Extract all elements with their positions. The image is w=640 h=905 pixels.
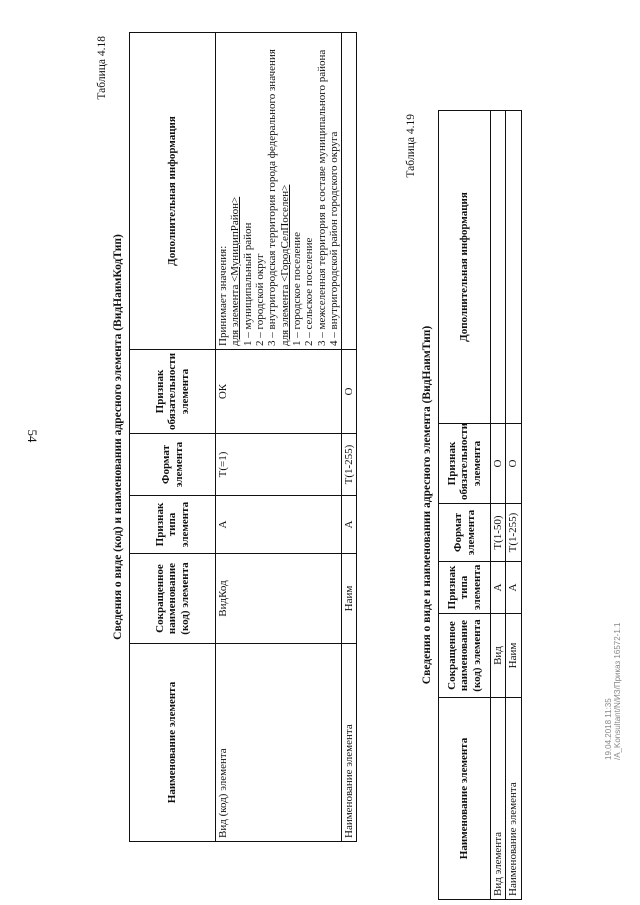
element-required-cell: О bbox=[491, 424, 506, 504]
element-format-cell: Т(1-255) bbox=[342, 434, 357, 496]
element-type-cell: А bbox=[216, 496, 342, 554]
element-code-cell: ВидКод bbox=[216, 554, 342, 644]
additional-info-cell bbox=[491, 111, 506, 424]
header-cell: Сокращенное наименование (код) элемента bbox=[439, 614, 491, 698]
info-group-heading: для элемента <МуниципРайон> bbox=[229, 196, 242, 346]
info-item: 3 – межселенная территория в составе муниципального района bbox=[315, 49, 328, 346]
element-required-cell: ОК bbox=[216, 350, 342, 434]
header-cell: Признак типа элемента bbox=[439, 562, 491, 614]
element-type-cell: А bbox=[506, 562, 521, 614]
info-item: 1 – муниципальный район bbox=[241, 222, 254, 346]
print-stamp bbox=[604, 623, 622, 760]
address-element-type-code-table bbox=[129, 32, 357, 842]
element-name-cell: Наименование элемента bbox=[342, 644, 357, 842]
element-name-cell: Вид (код) элемента bbox=[216, 644, 342, 842]
table-row bbox=[491, 111, 506, 900]
address-element-type-name-table bbox=[438, 110, 522, 900]
table-row bbox=[506, 111, 521, 900]
header-cell: Дополнительная информация bbox=[439, 111, 491, 424]
info-item: 1 – городское поселение bbox=[290, 231, 303, 346]
table-caption: Таблица 4.19 bbox=[405, 114, 417, 178]
page-number: 54 bbox=[25, 429, 40, 443]
info-intro: Принимает значения: bbox=[217, 245, 229, 346]
header-cell: Признак обязательности элемента bbox=[439, 424, 491, 504]
info-item: 4 – внутригородской район городского округа bbox=[327, 131, 340, 346]
element-required-cell: О bbox=[342, 350, 357, 434]
element-name-cell: Вид элемента bbox=[491, 698, 506, 900]
header-cell: Признак типа элемента bbox=[130, 496, 216, 554]
additional-info-cell bbox=[342, 33, 357, 350]
stamp-line: /A_Konsultant/N/ИЗ/Приказ 16572-1.1 bbox=[613, 622, 622, 760]
table-header-row bbox=[130, 33, 216, 842]
table-header-row bbox=[439, 111, 491, 900]
table-title: Сведения о виде и наименовании адресного элемента (ВидНаимТип) bbox=[421, 325, 433, 685]
info-group-heading: для элемента <ГородСелПоселен> bbox=[278, 184, 291, 346]
header-cell: Наименование элемента bbox=[439, 698, 491, 900]
additional-info-cell bbox=[506, 111, 521, 424]
table-row bbox=[216, 33, 342, 842]
header-cell: Признак обязательности элемента bbox=[130, 350, 216, 434]
info-item: 2 – городской округ bbox=[253, 253, 266, 346]
additional-info-cell bbox=[216, 33, 342, 350]
element-code-cell: Наим bbox=[506, 614, 521, 698]
table-row bbox=[342, 33, 357, 842]
element-format-cell: Т(1-50) bbox=[491, 504, 506, 562]
stamp-line: 19.04.2018 11:35 bbox=[604, 698, 613, 760]
table-title: Сведения о виде (код) и наименовании адресного элемента (ВидНаимКодТип) bbox=[112, 234, 124, 640]
element-name-cell: Наименование элемента bbox=[506, 698, 521, 900]
element-format-cell: Т(=1) bbox=[216, 434, 342, 496]
header-cell: Сокращенное наименование (код) элемента bbox=[130, 554, 216, 644]
element-format-cell: Т(1-255) bbox=[506, 504, 521, 562]
header-cell: Формат элемента bbox=[439, 504, 491, 562]
header-cell: Наименование элемента bbox=[130, 644, 216, 842]
element-code-cell: Наим bbox=[342, 554, 357, 644]
element-type-cell: А bbox=[342, 496, 357, 554]
table-4-19-block bbox=[405, 110, 522, 900]
element-code-cell: Вид bbox=[491, 614, 506, 698]
table-4-18-block bbox=[96, 32, 357, 842]
table-caption: Таблица 4.18 bbox=[96, 36, 108, 100]
info-item: 3 – внутригородская территория города федерального значения bbox=[266, 49, 279, 346]
header-cell: Дополнительная информация bbox=[130, 33, 216, 350]
element-type-cell: А bbox=[491, 562, 506, 614]
element-required-cell: О bbox=[506, 424, 521, 504]
header-cell: Формат элемента bbox=[130, 434, 216, 496]
info-item: 2 – сельское поселение bbox=[303, 237, 316, 346]
